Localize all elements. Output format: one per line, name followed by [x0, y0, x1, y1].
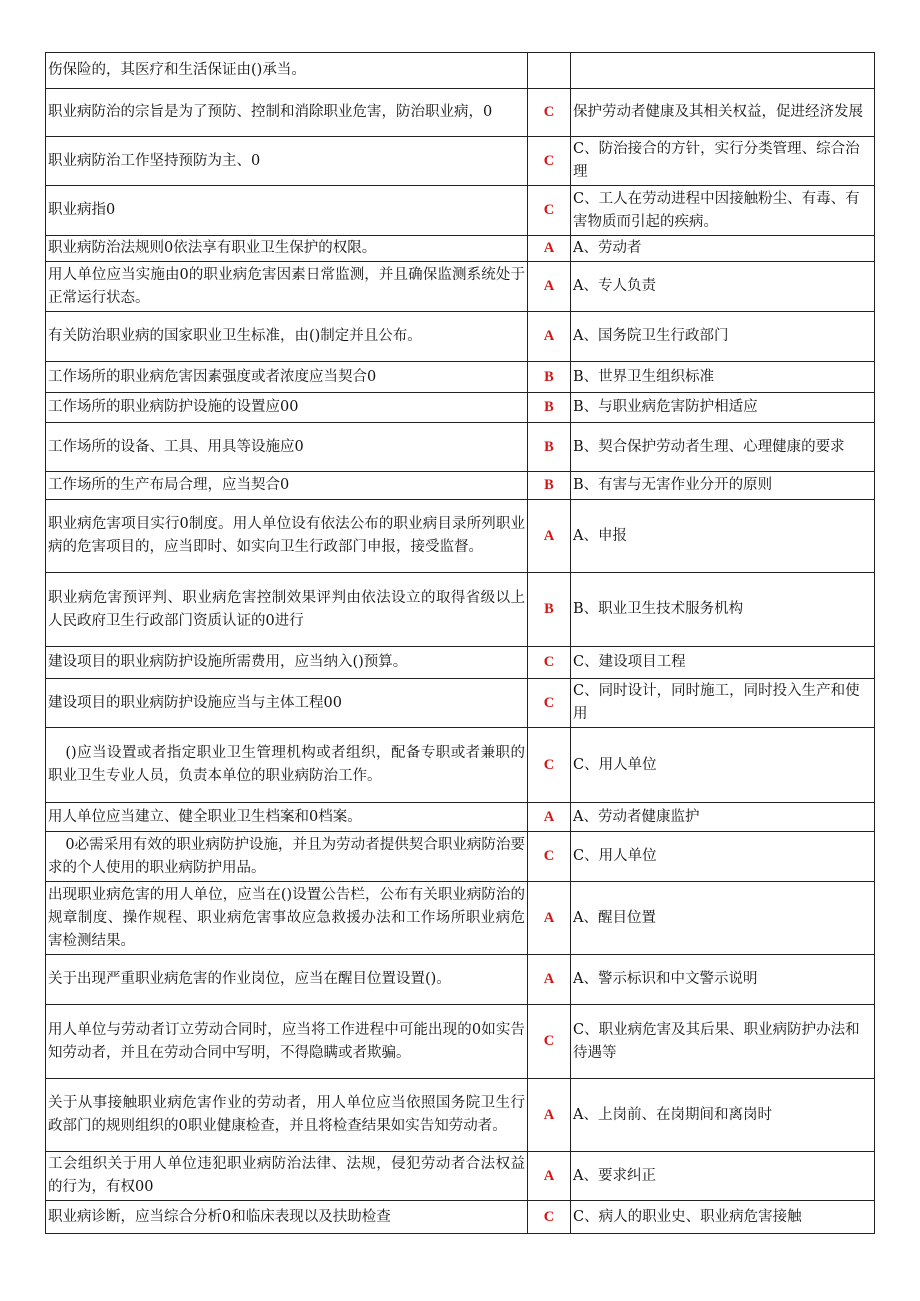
answer-text: C、工人在劳动进程中因接触粉尘、有毒、有害物质而引起的疾病。	[571, 186, 875, 236]
answer-text: B、职业卫生技术服务机构	[571, 573, 875, 647]
table-row	[46, 89, 875, 137]
answer-letter: A	[528, 262, 571, 312]
answer-letter: B	[528, 362, 571, 393]
table-row	[46, 1201, 875, 1234]
answer-text: A、醒目位置	[571, 882, 875, 955]
question-cell: 职业病指0	[46, 186, 528, 236]
question-cell: 职业病诊断，应当综合分析0和临床表现以及扶助检查	[46, 1201, 528, 1234]
answer-text: C、用人单位	[571, 728, 875, 803]
answer-letter: C	[528, 1201, 571, 1234]
answer-letter: C	[528, 728, 571, 803]
question-cell: 用人单位应当实施由0的职业病危害因素日常监测，并且确保监测系统处于正常运行状态。	[46, 262, 528, 312]
answer-text: B、世界卫生组织标准	[571, 362, 875, 393]
question-cell: 职业病防治工作坚持预防为主、0	[46, 137, 528, 186]
table-row	[46, 679, 875, 728]
table-row	[46, 1079, 875, 1152]
answer-text: A、专人负责	[571, 262, 875, 312]
question-cell: 用人单位应当建立、健全职业卫生档案和0档案。	[46, 803, 528, 832]
answer-letter: C	[528, 679, 571, 728]
table-row	[46, 955, 875, 1005]
answer-letter: B	[528, 573, 571, 647]
table-row	[46, 500, 875, 573]
question-cell: 工作场所的设备、工具、用具等设施应0	[46, 423, 528, 472]
question-cell: 职业病危害项目实行0制度。用人单位设有依法公布的职业病目录所列职业病的危害项目的，应当即时、如实向卫生行政部门申报，接受监督。	[46, 500, 528, 573]
answer-letter: B	[528, 423, 571, 472]
question-cell: 工作场所的职业病危害因素强度或者浓度应当契合0	[46, 362, 528, 393]
question-cell: 出现职业病危害的用人单位，应当在()设置公告栏，公布有关职业病防治的规章制度、操作规程、职业病危害事故应急救援办法和工作场所职业病危害检测结果。	[46, 882, 528, 955]
table-row	[46, 573, 875, 647]
answer-letter: A	[528, 236, 571, 262]
answer-letter	[528, 53, 571, 89]
table-row	[46, 472, 875, 500]
answer-letter: A	[528, 803, 571, 832]
answer-text: C、建设项目工程	[571, 647, 875, 679]
table-row	[46, 393, 875, 423]
table-row	[46, 312, 875, 362]
question-cell: 用人单位与劳动者订立劳动合同时，应当将工作进程中可能出现的0如实告知劳动者，并且在劳动合同中写明，不得隐瞒或者欺骗。	[46, 1005, 528, 1079]
answer-text: C、用人单位	[571, 832, 875, 882]
answer-letter: A	[528, 1079, 571, 1152]
question-cell: 伤保险的，其医疗和生活保证由()承当。	[46, 53, 528, 89]
table-row	[46, 262, 875, 312]
question-cell: 建设项目的职业病防护设施所需费用，应当纳入()预算。	[46, 647, 528, 679]
answer-letter: C	[528, 1005, 571, 1079]
question-cell: 职业病防治法规则0依法享有职业卫生保护的权限。	[46, 236, 528, 262]
table-row	[46, 362, 875, 393]
question-cell: 关于从事接触职业病危害作业的劳动者，用人单位应当依照国务院卫生行政部门的规则组织的0职业健康检查，并且将检查结果如实告知劳动者。	[46, 1079, 528, 1152]
answer-text: A、国务院卫生行政部门	[571, 312, 875, 362]
question-cell: 建设项目的职业病防护设施应当与主体工程00	[46, 679, 528, 728]
question-cell: 职业病防治的宗旨是为了预防、控制和消除职业危害，防治职业病，0	[46, 89, 528, 137]
question-cell: 工会组织关于用人单位违犯职业病防治法律、法规，侵犯劳动者合法权益的行为，有权00	[46, 1152, 528, 1201]
table-row	[46, 423, 875, 472]
question-cell: 工作场所的职业病防护设施的设置应00	[46, 393, 528, 423]
answer-text: A、申报	[571, 500, 875, 573]
answer-letter: B	[528, 393, 571, 423]
table-row	[46, 647, 875, 679]
answer-letter: C	[528, 89, 571, 137]
answer-letter: A	[528, 500, 571, 573]
answer-text: C、病人的职业史、职业病危害接触	[571, 1201, 875, 1234]
answer-text: B、契合保护劳动者生理、心理健康的要求	[571, 423, 875, 472]
question-cell: 工作场所的生产布局合理，应当契合0	[46, 472, 528, 500]
answer-text: B、有害与无害作业分开的原则	[571, 472, 875, 500]
answer-letter: C	[528, 137, 571, 186]
answer-text: C、同时设计，同时施工，同时投入生产和使用	[571, 679, 875, 728]
answer-text: C、职业病危害及其后果、职业病防护办法和待遇等	[571, 1005, 875, 1079]
table-row	[46, 882, 875, 955]
table-row	[46, 803, 875, 832]
answer-text: A、劳动者	[571, 236, 875, 262]
question-cell: 0必需采用有效的职业病防护设施，并且为劳动者提供契合职业病防治要求的个人使用的职业病防护用品。	[46, 832, 528, 882]
answer-text: 保护劳动者健康及其相关权益，促进经济发展	[571, 89, 875, 137]
table-row	[46, 1005, 875, 1079]
table-row	[46, 186, 875, 236]
answer-letter: A	[528, 955, 571, 1005]
answer-letter: B	[528, 472, 571, 500]
table-row	[46, 53, 875, 89]
answer-text	[571, 53, 875, 89]
table-row	[46, 137, 875, 186]
answer-letter: A	[528, 312, 571, 362]
table-row	[46, 832, 875, 882]
question-answer-table	[45, 52, 875, 1234]
answer-letter: C	[528, 647, 571, 679]
answer-letter: C	[528, 832, 571, 882]
question-cell: ()应当设置或者指定职业卫生管理机构或者组织，配备专职或者兼职的职业卫生专业人员，负责本单位的职业病防治工作。	[46, 728, 528, 803]
answer-text: A、要求纠正	[571, 1152, 875, 1201]
question-cell: 关于出现严重职业病危害的作业岗位，应当在醒目位置设置()。	[46, 955, 528, 1005]
table-row	[46, 236, 875, 262]
answer-text: C、防治接合的方针，实行分类管理、综合治理	[571, 137, 875, 186]
answer-text: A、警示标识和中文警示说明	[571, 955, 875, 1005]
answer-text: A、劳动者健康监护	[571, 803, 875, 832]
question-cell: 职业病危害预评判、职业病危害控制效果评判由依法设立的取得省级以上人民政府卫生行政部门资质认证的0进行	[46, 573, 528, 647]
answer-letter: A	[528, 882, 571, 955]
answer-text: A、上岗前、在岗期间和离岗时	[571, 1079, 875, 1152]
answer-letter: C	[528, 186, 571, 236]
question-cell: 有关防治职业病的国家职业卫生标准，由()制定并且公布。	[46, 312, 528, 362]
table-row	[46, 1152, 875, 1201]
table-row	[46, 728, 875, 803]
answer-letter: A	[528, 1152, 571, 1201]
answer-text: B、与职业病危害防护相适应	[571, 393, 875, 423]
